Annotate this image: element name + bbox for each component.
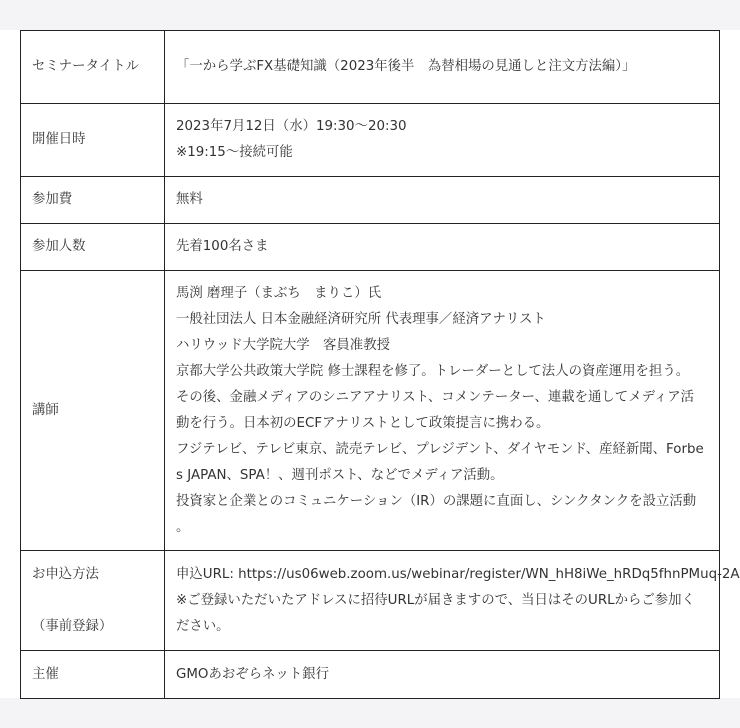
capacity-label-text: 参加人数 <box>32 239 86 254</box>
seminar-title-text: 「一から学ぶFX基礎知識（2023年後半 為替相場の見通しと注文方法編）」 <box>176 59 636 74</box>
row-value-organizer <box>165 651 720 699</box>
row-label-title <box>21 31 165 104</box>
application-label-text: お申込方法 <box>32 566 99 582</box>
table-row-title <box>21 31 720 104</box>
registration-note-line-1: ※ご登録いただいたアドレスに招待URLが届きますので、当日はそのURLからご参加く <box>176 592 695 608</box>
table-row-capacity <box>21 224 720 271</box>
fee-label-text: 参加費 <box>32 192 73 207</box>
row-value-lecturer <box>165 271 720 551</box>
table-row-application <box>21 551 720 651</box>
registration-url[interactable]: 申込URL: https://us06web.zoom.us/webinar/register/WN_hH8iWe_hRDq5fhnPMuq-2A <box>176 566 740 582</box>
label-spacer <box>32 588 153 614</box>
connect-time-note: ※19:15〜接続可能 <box>176 145 293 160</box>
lecturer-bio-line-2: その後、金融メディアのシニアアナリスト、コメンテーター、連載を通してメディア活 <box>176 389 695 405</box>
organizer-text: GMOあおぞらネット銀行 <box>176 666 329 682</box>
fee-text: 無料 <box>176 192 203 207</box>
row-value-datetime <box>165 104 720 177</box>
row-label-datetime <box>21 104 165 177</box>
lecturer-position: ハリウッド大学院大学 客員准教授 <box>176 337 390 353</box>
lecturer-bio-line-1: 京都大学公共政策大学院 修士課程を修了。トレーダーとして法人の資産運用を担う。 <box>176 363 690 379</box>
row-value-fee <box>165 177 720 224</box>
content-sheet <box>0 30 740 698</box>
seminar-info-table <box>20 30 740 699</box>
lecturer-bio-line-3: 動を行う。日本初のECFアナリストとして政策提言に携わる。 <box>176 415 550 431</box>
lecturer-bio-line-4: フジテレビ、テレビ東京、読売テレビ、プレジデント、ダイヤモンド、産経新聞、Forbe <box>176 441 704 457</box>
lecturer-bio-line-7: 。 <box>176 519 190 535</box>
registration-note-line-2: ださい。 <box>176 618 230 634</box>
lecturer-bio-line-6: 投資家と企業とのコミュニケーション（IR）の課題に直面し、シンクタンクを設立活動 <box>176 493 697 509</box>
row-value-title <box>165 31 720 104</box>
organizer-label-text: 主催 <box>32 666 59 682</box>
row-value-application <box>165 551 740 651</box>
row-label-capacity <box>21 224 165 271</box>
lecturer-bio-line-5: s JAPAN、SPA！、週刊ポスト、などでメディア活動。 <box>176 467 504 483</box>
row-label-application <box>21 551 165 651</box>
title-label-text: セミナータイトル <box>32 59 139 74</box>
row-label-lecturer <box>21 271 165 551</box>
lecturer-name: 馬渕 磨理子（まぶち まりこ）氏 <box>176 285 382 301</box>
table-row-organizer <box>21 651 720 699</box>
table-row-lecturer <box>21 271 720 551</box>
lecturer-affiliation: 一般社団法人 日本金融経済研究所 代表理事／経済アナリスト <box>176 311 546 327</box>
row-label-organizer <box>21 651 165 699</box>
capacity-text: 先着100名さま <box>176 239 269 254</box>
row-value-capacity <box>165 224 720 271</box>
application-sublabel-text: （事前登録） <box>32 618 113 634</box>
lecturer-label-text: 講師 <box>32 402 59 418</box>
row-label-fee <box>21 177 165 224</box>
datetime-text: 2023年7月12日（水）19:30〜20:30 <box>176 119 407 134</box>
table-row-datetime <box>21 104 720 177</box>
datetime-label-text: 開催日時 <box>32 132 86 147</box>
table-row-fee <box>21 177 720 224</box>
